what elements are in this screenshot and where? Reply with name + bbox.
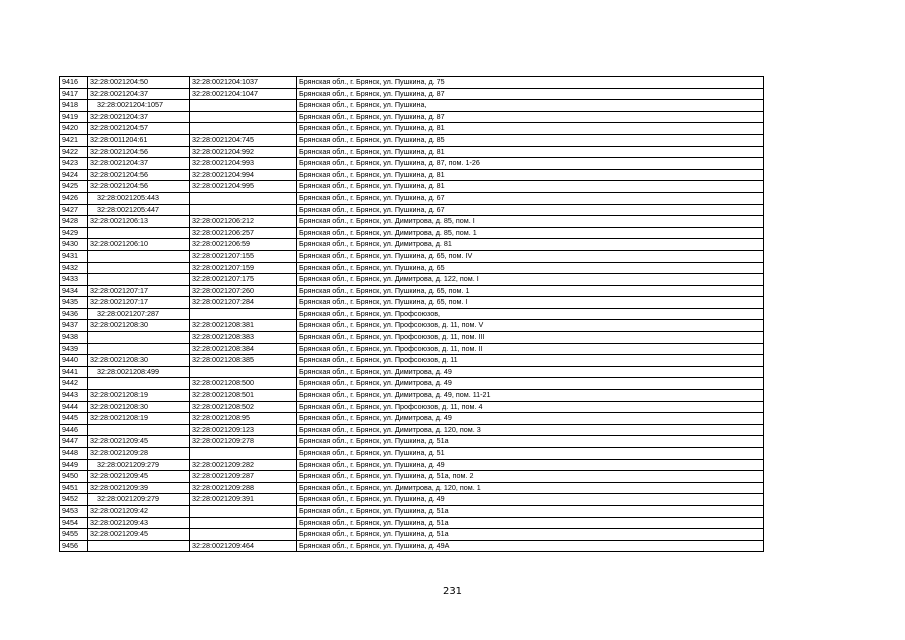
building-cadastral-number-cell (190, 111, 297, 123)
land-cadastral-number-cell: 32:28:0021206:13 (88, 216, 190, 228)
address-cell: Брянская обл., г. Брянск, ул. Пушкина, д. 49 (297, 494, 764, 506)
row-number-cell: 9421 (60, 134, 88, 146)
address-cell: Брянская обл., г. Брянск, ул. Профсоюзов, д. 11, пом. V (297, 320, 764, 332)
table-row (60, 192, 764, 204)
building-cadastral-number-cell: 32:28:0021209:288 (190, 482, 297, 494)
property-registry-table (59, 76, 764, 552)
row-number-cell: 9416 (60, 77, 88, 89)
land-cadastral-number-cell: 32:28:0021207:17 (88, 297, 190, 309)
land-cadastral-number-cell (88, 378, 190, 390)
land-cadastral-number-cell (88, 250, 190, 262)
land-cadastral-number-cell: 32:28:0021204:37 (88, 158, 190, 170)
land-cadastral-number-cell: 32:28:0021209:279 (88, 459, 190, 471)
row-number-cell: 9427 (60, 204, 88, 216)
row-number-cell: 9439 (60, 343, 88, 355)
table-row (60, 88, 764, 100)
row-number-cell: 9422 (60, 146, 88, 158)
row-number-cell: 9434 (60, 285, 88, 297)
row-number-cell: 9441 (60, 366, 88, 378)
address-cell: Брянская обл., г. Брянск, ул. Димитрова, д. 49 (297, 378, 764, 390)
address-cell: Брянская обл., г. Брянск, ул. Пушкина, д. 65, пом. IV (297, 250, 764, 262)
building-cadastral-number-cell (190, 192, 297, 204)
row-number-cell: 9447 (60, 436, 88, 448)
table-row (60, 158, 764, 170)
address-cell: Брянская обл., г. Брянск, ул. Димитрова, д. 49, пом. 11-21 (297, 390, 764, 402)
row-number-cell: 9449 (60, 459, 88, 471)
building-cadastral-number-cell: 32:28:0021206:212 (190, 216, 297, 228)
row-number-cell: 9429 (60, 227, 88, 239)
table-row (60, 529, 764, 541)
building-cadastral-number-cell (190, 517, 297, 529)
address-cell: Брянская обл., г. Брянск, ул. Пушкина, д. 51а (297, 517, 764, 529)
building-cadastral-number-cell: 32:28:0021208:385 (190, 355, 297, 367)
row-number-cell: 9448 (60, 448, 88, 460)
address-cell: Брянская обл., г. Брянск, ул. Димитрова, д. 49 (297, 413, 764, 425)
building-cadastral-number-cell: 32:28:0021209:287 (190, 471, 297, 483)
table-row (60, 111, 764, 123)
building-cadastral-number-cell: 32:28:0021208:95 (190, 413, 297, 425)
row-number-cell: 9446 (60, 424, 88, 436)
address-cell: Брянская обл., г. Брянск, ул. Профсоюзов, (297, 308, 764, 320)
building-cadastral-number-cell: 32:28:0021209:278 (190, 436, 297, 448)
address-cell: Брянская обл., г. Брянск, ул. Пушкина, д. 49А (297, 540, 764, 552)
page-number: 231 (442, 586, 463, 597)
address-cell: Брянская обл., г. Брянск, ул. Пушкина, д. 81 (297, 169, 764, 181)
building-cadastral-number-cell: 32:28:0021208:500 (190, 378, 297, 390)
table-row (60, 366, 764, 378)
land-cadastral-number-cell: 32:28:0021204:50 (88, 77, 190, 89)
address-cell: Брянская обл., г. Брянск, ул. Пушкина, д. 65, пом. 1 (297, 285, 764, 297)
land-cadastral-number-cell: 32:28:0021208:19 (88, 390, 190, 402)
address-cell: Брянская обл., г. Брянск, ул. Пушкина, д. 51а (297, 529, 764, 541)
land-cadastral-number-cell (88, 343, 190, 355)
row-number-cell: 9454 (60, 517, 88, 529)
table-row (60, 77, 764, 89)
address-cell: Брянская обл., г. Брянск, ул. Пушкина, д. 51а, пом. 2 (297, 471, 764, 483)
building-cadastral-number-cell (190, 123, 297, 135)
table-row (60, 343, 764, 355)
land-cadastral-number-cell: 32:28:0021204:37 (88, 88, 190, 100)
address-cell: Брянская обл., г. Брянск, ул. Профсоюзов, д. 11, пом. 4 (297, 401, 764, 413)
land-cadastral-number-cell: 32:28:0021209:39 (88, 482, 190, 494)
land-cadastral-number-cell: 32:28:0021208:499 (88, 366, 190, 378)
land-cadastral-number-cell: 32:28:0021204:37 (88, 111, 190, 123)
building-cadastral-number-cell (190, 366, 297, 378)
address-cell: Брянская обл., г. Брянск, ул. Профсоюзов, д. 11, пом. III (297, 332, 764, 344)
table-row (60, 285, 764, 297)
land-cadastral-number-cell: 32:28:0021209:45 (88, 471, 190, 483)
row-number-cell: 9425 (60, 181, 88, 193)
table-row (60, 227, 764, 239)
building-cadastral-number-cell: 32:28:0021207:175 (190, 274, 297, 286)
address-cell: Брянская обл., г. Брянск, ул. Пушкина, д. 49 (297, 459, 764, 471)
table-row (60, 250, 764, 262)
address-cell: Брянская обл., г. Брянск, ул. Профсоюзов, д. 11, пом. II (297, 343, 764, 355)
building-cadastral-number-cell: 32:28:0021209:282 (190, 459, 297, 471)
address-cell: Брянская обл., г. Брянск, ул. Пушкина, д. 85 (297, 134, 764, 146)
table-row (60, 471, 764, 483)
row-number-cell: 9420 (60, 123, 88, 135)
table-row (60, 378, 764, 390)
row-number-cell: 9455 (60, 529, 88, 541)
table-row (60, 239, 764, 251)
table-row (60, 424, 764, 436)
table-row (60, 123, 764, 135)
row-number-cell: 9438 (60, 332, 88, 344)
address-cell: Брянская обл., г. Брянск, ул. Пушкина, д. 75 (297, 77, 764, 89)
table-row (60, 401, 764, 413)
row-number-cell: 9452 (60, 494, 88, 506)
building-cadastral-number-cell: 32:28:0021208:383 (190, 332, 297, 344)
land-cadastral-number-cell (88, 332, 190, 344)
address-cell: Брянская обл., г. Брянск, ул. Пушкина, д. 65, пом. I (297, 297, 764, 309)
row-number-cell: 9436 (60, 308, 88, 320)
building-cadastral-number-cell (190, 448, 297, 460)
address-cell: Брянская обл., г. Брянск, ул. Пушкина, д. 65 (297, 262, 764, 274)
table-row (60, 459, 764, 471)
land-cadastral-number-cell: 32:28:0021207:287 (88, 308, 190, 320)
land-cadastral-number-cell: 32:28:0021208:19 (88, 413, 190, 425)
land-cadastral-number-cell: 32:28:0021204:56 (88, 181, 190, 193)
building-cadastral-number-cell (190, 204, 297, 216)
address-cell: Брянская обл., г. Брянск, ул. Пушкина, д. 87 (297, 111, 764, 123)
building-cadastral-number-cell: 32:28:0021208:502 (190, 401, 297, 413)
land-cadastral-number-cell: 32:28:0021208:30 (88, 355, 190, 367)
table-row (60, 181, 764, 193)
table-row (60, 448, 764, 460)
land-cadastral-number-cell: 32:28:0021209:279 (88, 494, 190, 506)
address-cell: Брянская обл., г. Брянск, ул. Димитрова, д. 81 (297, 239, 764, 251)
address-cell: Брянская обл., г. Брянск, ул. Пушкина, д. 67 (297, 204, 764, 216)
address-cell: Брянская обл., г. Брянск, ул. Димитрова, д. 85, пом. I (297, 216, 764, 228)
address-cell: Брянская обл., г. Брянск, ул. Пушкина, д. 81 (297, 181, 764, 193)
address-cell: Брянская обл., г. Брянск, ул. Пушкина, д. 51а (297, 505, 764, 517)
row-number-cell: 9451 (60, 482, 88, 494)
building-cadastral-number-cell: 32:28:0021209:464 (190, 540, 297, 552)
land-cadastral-number-cell (88, 262, 190, 274)
address-cell: Брянская обл., г. Брянск, ул. Димитрова, д. 120, пом. 1 (297, 482, 764, 494)
land-cadastral-number-cell: 32:28:0021205:443 (88, 192, 190, 204)
building-cadastral-number-cell: 32:28:0021204:992 (190, 146, 297, 158)
table-row (60, 332, 764, 344)
address-cell: Брянская обл., г. Брянск, ул. Профсоюзов, д. 11 (297, 355, 764, 367)
building-cadastral-number-cell (190, 100, 297, 112)
address-cell: Брянская обл., г. Брянск, ул. Димитрова, д. 122, пом. I (297, 274, 764, 286)
building-cadastral-number-cell: 32:28:0021207:155 (190, 250, 297, 262)
row-number-cell: 9443 (60, 390, 88, 402)
land-cadastral-number-cell: 32:28:0021207:17 (88, 285, 190, 297)
land-cadastral-number-cell: 32:28:0021205:447 (88, 204, 190, 216)
row-number-cell: 9430 (60, 239, 88, 251)
building-cadastral-number-cell: 32:28:0021204:995 (190, 181, 297, 193)
building-cadastral-number-cell: 32:28:0021206:257 (190, 227, 297, 239)
row-number-cell: 9437 (60, 320, 88, 332)
address-cell: Брянская обл., г. Брянск, ул. Пушкина, д. 67 (297, 192, 764, 204)
table-row (60, 204, 764, 216)
table-row (60, 134, 764, 146)
address-cell: Брянская обл., г. Брянск, ул. Пушкина, д. 51 (297, 448, 764, 460)
row-number-cell: 9418 (60, 100, 88, 112)
row-number-cell: 9419 (60, 111, 88, 123)
building-cadastral-number-cell: 32:28:0021209:123 (190, 424, 297, 436)
address-cell: Брянская обл., г. Брянск, ул. Пушкина, д. 81 (297, 146, 764, 158)
address-cell: Брянская обл., г. Брянск, ул. Пушкина, д. 51а (297, 436, 764, 448)
building-cadastral-number-cell: 32:28:0021204:1037 (190, 77, 297, 89)
land-cadastral-number-cell: 32:28:0021204:56 (88, 169, 190, 181)
row-number-cell: 9435 (60, 297, 88, 309)
row-number-cell: 9417 (60, 88, 88, 100)
building-cadastral-number-cell (190, 529, 297, 541)
land-cadastral-number-cell: 32:28:0021208:30 (88, 401, 190, 413)
table-row (60, 355, 764, 367)
row-number-cell: 9428 (60, 216, 88, 228)
building-cadastral-number-cell: 32:28:0021207:260 (190, 285, 297, 297)
table-row (60, 100, 764, 112)
land-cadastral-number-cell: 32:28:0021206:10 (88, 239, 190, 251)
row-number-cell: 9426 (60, 192, 88, 204)
table-row (60, 146, 764, 158)
row-number-cell: 9424 (60, 169, 88, 181)
land-cadastral-number-cell (88, 227, 190, 239)
building-cadastral-number-cell: 32:28:0021204:745 (190, 134, 297, 146)
row-number-cell: 9445 (60, 413, 88, 425)
building-cadastral-number-cell: 32:28:0021208:381 (190, 320, 297, 332)
table-row (60, 308, 764, 320)
row-number-cell: 9456 (60, 540, 88, 552)
building-cadastral-number-cell: 32:28:0021208:384 (190, 343, 297, 355)
table-row (60, 436, 764, 448)
address-cell: Брянская обл., г. Брянск, ул. Пушкина, д. 81 (297, 123, 764, 135)
table-row (60, 482, 764, 494)
land-cadastral-number-cell: 32:28:0021204:56 (88, 146, 190, 158)
table-row (60, 216, 764, 228)
building-cadastral-number-cell (190, 505, 297, 517)
building-cadastral-number-cell: 32:28:0021204:994 (190, 169, 297, 181)
land-cadastral-number-cell: 32:28:0021209:42 (88, 505, 190, 517)
table-row (60, 505, 764, 517)
table-row (60, 413, 764, 425)
building-cadastral-number-cell: 32:28:0021207:159 (190, 262, 297, 274)
row-number-cell: 9433 (60, 274, 88, 286)
row-number-cell: 9450 (60, 471, 88, 483)
table-row (60, 320, 764, 332)
table-row (60, 517, 764, 529)
building-cadastral-number-cell: 32:28:0021204:993 (190, 158, 297, 170)
building-cadastral-number-cell (190, 308, 297, 320)
building-cadastral-number-cell: 32:28:0021204:1047 (190, 88, 297, 100)
address-cell: Брянская обл., г. Брянск, ул. Пушкина, д. 87, пом. 1-26 (297, 158, 764, 170)
land-cadastral-number-cell: 32:28:0021209:43 (88, 517, 190, 529)
land-cadastral-number-cell: 32:28:0021204:57 (88, 123, 190, 135)
land-cadastral-number-cell: 32:28:0021209:45 (88, 436, 190, 448)
address-cell: Брянская обл., г. Брянск, ул. Пушкина, д. 87 (297, 88, 764, 100)
row-number-cell: 9444 (60, 401, 88, 413)
land-cadastral-number-cell: 32:28:0021209:28 (88, 448, 190, 460)
land-cadastral-number-cell (88, 424, 190, 436)
address-cell: Брянская обл., г. Брянск, ул. Димитрова, д. 49 (297, 366, 764, 378)
row-number-cell: 9442 (60, 378, 88, 390)
land-cadastral-number-cell: 32:28:0021204:1057 (88, 100, 190, 112)
registry-table-body (60, 77, 764, 552)
table-row (60, 169, 764, 181)
row-number-cell: 9432 (60, 262, 88, 274)
address-cell: Брянская обл., г. Брянск, ул. Пушкина, (297, 100, 764, 112)
table-row (60, 494, 764, 506)
building-cadastral-number-cell: 32:28:0021209:391 (190, 494, 297, 506)
building-cadastral-number-cell: 32:28:0021207:284 (190, 297, 297, 309)
land-cadastral-number-cell (88, 540, 190, 552)
table-row (60, 262, 764, 274)
table-row (60, 297, 764, 309)
row-number-cell: 9440 (60, 355, 88, 367)
row-number-cell: 9431 (60, 250, 88, 262)
row-number-cell: 9423 (60, 158, 88, 170)
building-cadastral-number-cell: 32:28:0021208:501 (190, 390, 297, 402)
building-cadastral-number-cell: 32:28:0021206:59 (190, 239, 297, 251)
land-cadastral-number-cell: 32:28:0021208:30 (88, 320, 190, 332)
table-row (60, 274, 764, 286)
table-row (60, 390, 764, 402)
land-cadastral-number-cell: 32:28:0011204:61 (88, 134, 190, 146)
row-number-cell: 9453 (60, 505, 88, 517)
land-cadastral-number-cell (88, 274, 190, 286)
address-cell: Брянская обл., г. Брянск, ул. Димитрова, д. 85, пом. 1 (297, 227, 764, 239)
land-cadastral-number-cell: 32:28:0021209:45 (88, 529, 190, 541)
address-cell: Брянская обл., г. Брянск, ул. Димитрова, д. 120, пом. 3 (297, 424, 764, 436)
table-row (60, 540, 764, 552)
